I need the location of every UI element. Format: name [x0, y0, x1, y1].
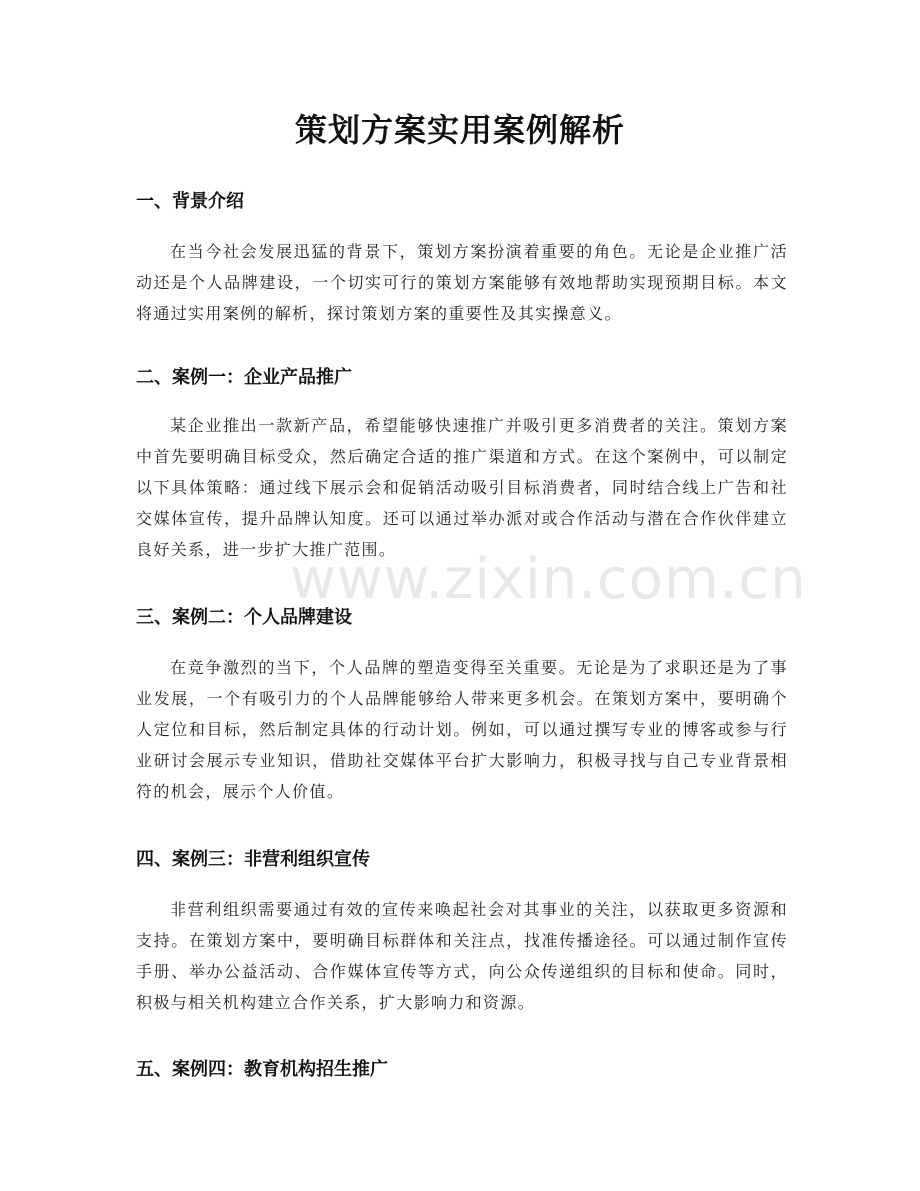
watermark: www.zixin.com.cn [290, 547, 807, 612]
section-heading-case-four: 五、案例四：教育机构招生推广 [136, 1059, 388, 1080]
section-paragraph-case-three: 非营利组织需要通过有效的宣传来唤起社会对其事业的关注，以获取更多资源和支持。在策划方案中，要明确目标群体和关注点，找准传播途径。可以通过制作宣传手册、举办公益活动、合作媒体宣传等方式，向公众传递组织的目标和使命。同时，积极与相关机构建立合作关系，扩大影响力和资源。 [136, 900, 788, 1012]
document-title: 策划方案实用案例解析 [294, 111, 625, 149]
section-paragraph-background: 在当今社会发展迅猛的背景下，策划方案扮演着重要的角色。无论是企业推广活动还是个人品牌建设，一个切实可行的策划方案能够有效地帮助实现预期目标。本文将通过实用案例的解析，探讨策划方案的重要性及其实操意义。 [136, 242, 788, 323]
section-heading-case-one: 二、案例一：企业产品推广 [136, 367, 352, 388]
section-heading-background: 一、背景介绍 [136, 191, 244, 212]
section-heading-case-two: 三、案例二：个人品牌建设 [136, 607, 352, 628]
section-paragraph-case-two: 在竞争激烈的当下，个人品牌的塑造变得至关重要。无论是为了求职还是为了事业发展，一个有吸引力的个人品牌能够给人带来更多机会。在策划方案中，要明确个人定位和目标，然后制定具体的行动计划。例如，可以通过撰写专业的博客或参与行业研讨会展示专业知识，借助社交媒体平台扩大影响力，积极寻找与自己专业背景相符的机会，展示个人价值。 [136, 658, 788, 801]
section-heading-case-three: 四、案例三：非营利组织宣传 [136, 849, 370, 870]
section-paragraph-case-one: 某企业推出一款新产品，希望能够快速推广并吸引更多消费者的关注。策划方案中首先要明确目标受众，然后确定合适的推广渠道和方式。在这个案例中，可以制定以下具体策略：通过线下展示会和促销活动吸引目标消费者，同时结合线上广告和社交媒体宣传，提升品牌认知度。还可以通过举办派对或合作活动与潜在合作伙伴建立良好关系，进一步扩大推广范围。 [136, 416, 788, 559]
